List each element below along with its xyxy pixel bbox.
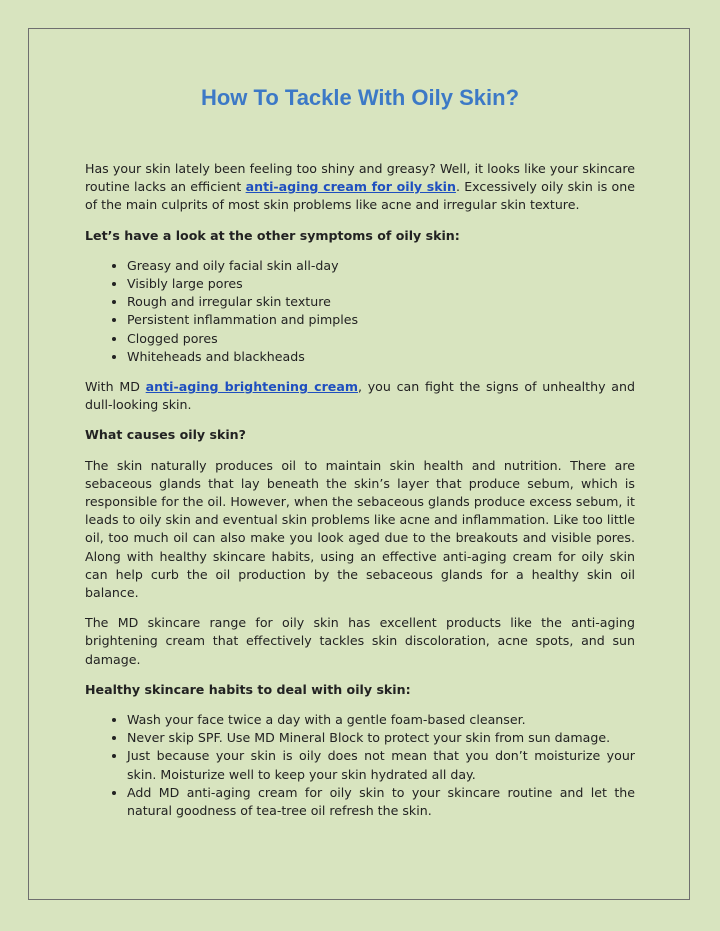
list-item: • Wash your face twice a day with a gentle foam-based cleanser.: [127, 711, 635, 729]
habits-heading: Healthy skincare habits to deal with oily skin:: [85, 681, 411, 697]
list-item: • Add MD anti-aging cream for oily skin to your skincare routine and let the natural goodness of tea-tree oil refresh the skin.: [127, 784, 635, 820]
intro-text-before: Has your skin lately been feeling too shiny and greasy? Well, it looks like your skincare routine lacks an efficient: [85, 161, 635, 195]
md-text-after: , you can fight the signs of unhealthy and dull-looking skin.: [85, 379, 635, 413]
list-item: • Clogged pores: [127, 330, 635, 348]
causes-paragraph: The skin naturally produces oil to maintain skin health and nutrition. There are sebaceous glands that lay beneath the skin’s layer that produce sebum, which is responsible for the oil. However, when the sebaceous glands produce excess sebum, it leads to oily skin and eventual skin problems like acne and inflammation. Like too little oil, too much oil can also make you look aged due to the breakouts and visible pores. Along with healthy skincare habits, using an effective anti-aging cream for oily skin can help curb the oil production by the sebaceous glands for a healthy skin oil balance.: [85, 457, 635, 601]
list-item: • Just because your skin is oily does not mean that you don’t moisturize your skin. Moisturize well to keep your skin hydrated all day.: [127, 747, 635, 783]
range-paragraph: The MD skincare range for oily skin has excellent products like the anti-aging brightening cream that effectively tackles skin discoloration, acne spots, and sun damage.: [85, 615, 635, 667]
page-title: How To Tackle With Oily Skin?: [200, 85, 520, 110]
symptoms-heading: Let’s have a look at the other symptoms of oily skin:: [85, 227, 460, 243]
list-item: • Persistent inflammation and pimples: [127, 311, 635, 329]
symptoms-list: [85, 257, 635, 366]
habits-list: [85, 711, 635, 820]
list-item: • Rough and irregular skin texture: [127, 293, 635, 311]
brightening-cream-link[interactable]: anti-aging brightening cream: [145, 379, 358, 395]
causes-heading: What causes oily skin?: [85, 427, 246, 443]
anti-aging-cream-link[interactable]: anti-aging cream for oily skin: [245, 179, 456, 195]
list-item: • Never skip SPF. Use MD Mineral Block to protect your skin from sun damage.: [127, 729, 635, 747]
intro-text-after: . Excessively oily skin is one of the main culprits of most skin problems like acne and irregular skin texture.: [85, 179, 635, 213]
intro-paragraph: [85, 160, 635, 215]
article-body: [85, 160, 635, 832]
list-item: • Greasy and oily facial skin all-day: [127, 257, 635, 275]
list-item: • Visibly large pores: [127, 275, 635, 293]
md-text-before: With MD: [85, 379, 146, 395]
list-item: • Whiteheads and blackheads: [127, 348, 635, 366]
md-paragraph: [85, 378, 635, 414]
